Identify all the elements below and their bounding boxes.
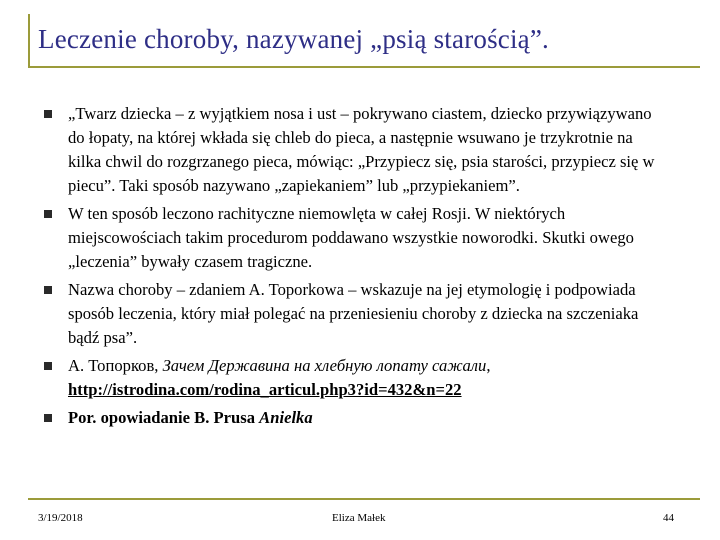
bullet-item [38, 354, 670, 402]
reference-title: Anielka [259, 408, 313, 427]
bullet-text: „Twarz dziecka – z wyjątkiem nosa i ust – pokrywano ciastem, dziecko przywiązywano do łopaty, na której wkłada się chleb do pieca, a następnie wsuwano je trzykrotnie na kilka chwil do rozgrzanego pieca, mówiąc: „Przypiecz się, psia starości, przypiecz się w piecu”. Taki sposób nazywano „zapiekaniem” lub „przypiekaniem”. [68, 104, 655, 195]
title-underline-rule [28, 66, 700, 68]
title-vertical-rule [28, 14, 30, 66]
bullet-item [38, 202, 670, 274]
source-link[interactable]: http://istrodina.com/rodina_articul.php3?id=432&n=22 [68, 380, 462, 399]
bullet-item [38, 102, 670, 198]
bullet-text: Nazwa choroby – zdaniem A. Toporkowa – wskazuje na jej etymologię i podpowiada sposób leczenia, który miał polegać na przeniesieniu choroby z dziecka na szczeniaka bądź psa”. [68, 280, 639, 347]
citation-author: А. Топорков, [68, 356, 163, 375]
bullet-text: W ten sposób leczono rachityczne niemowlęta w całej Rosji. W niektórych miejscowościach takim procedurom poddawano wszystkie noworodki. Skutki owego „leczenia” bywały czasem tragiczne. [68, 204, 634, 271]
square-bullet-icon [44, 286, 52, 294]
reference-prefix: Por. opowiadanie B. Prusa [68, 408, 260, 427]
square-bullet-icon [44, 414, 52, 422]
bullet-item [38, 406, 670, 430]
square-bullet-icon [44, 210, 52, 218]
footer-rule [28, 498, 700, 500]
square-bullet-icon [44, 110, 52, 118]
footer-date: 3/19/2018 [38, 512, 83, 524]
citation-separator: , [486, 356, 491, 375]
square-bullet-icon [44, 362, 52, 370]
citation-title: Зачем Державина на хлебную лопату сажали [162, 356, 487, 375]
bullet-item [38, 278, 670, 350]
footer-author: Eliza Małek [332, 512, 386, 524]
footer-page-number: 44 [663, 512, 674, 524]
slide-title: Leczenie choroby, nazywanej „psią starością”. [38, 24, 549, 54]
bullet-list [38, 102, 670, 430]
